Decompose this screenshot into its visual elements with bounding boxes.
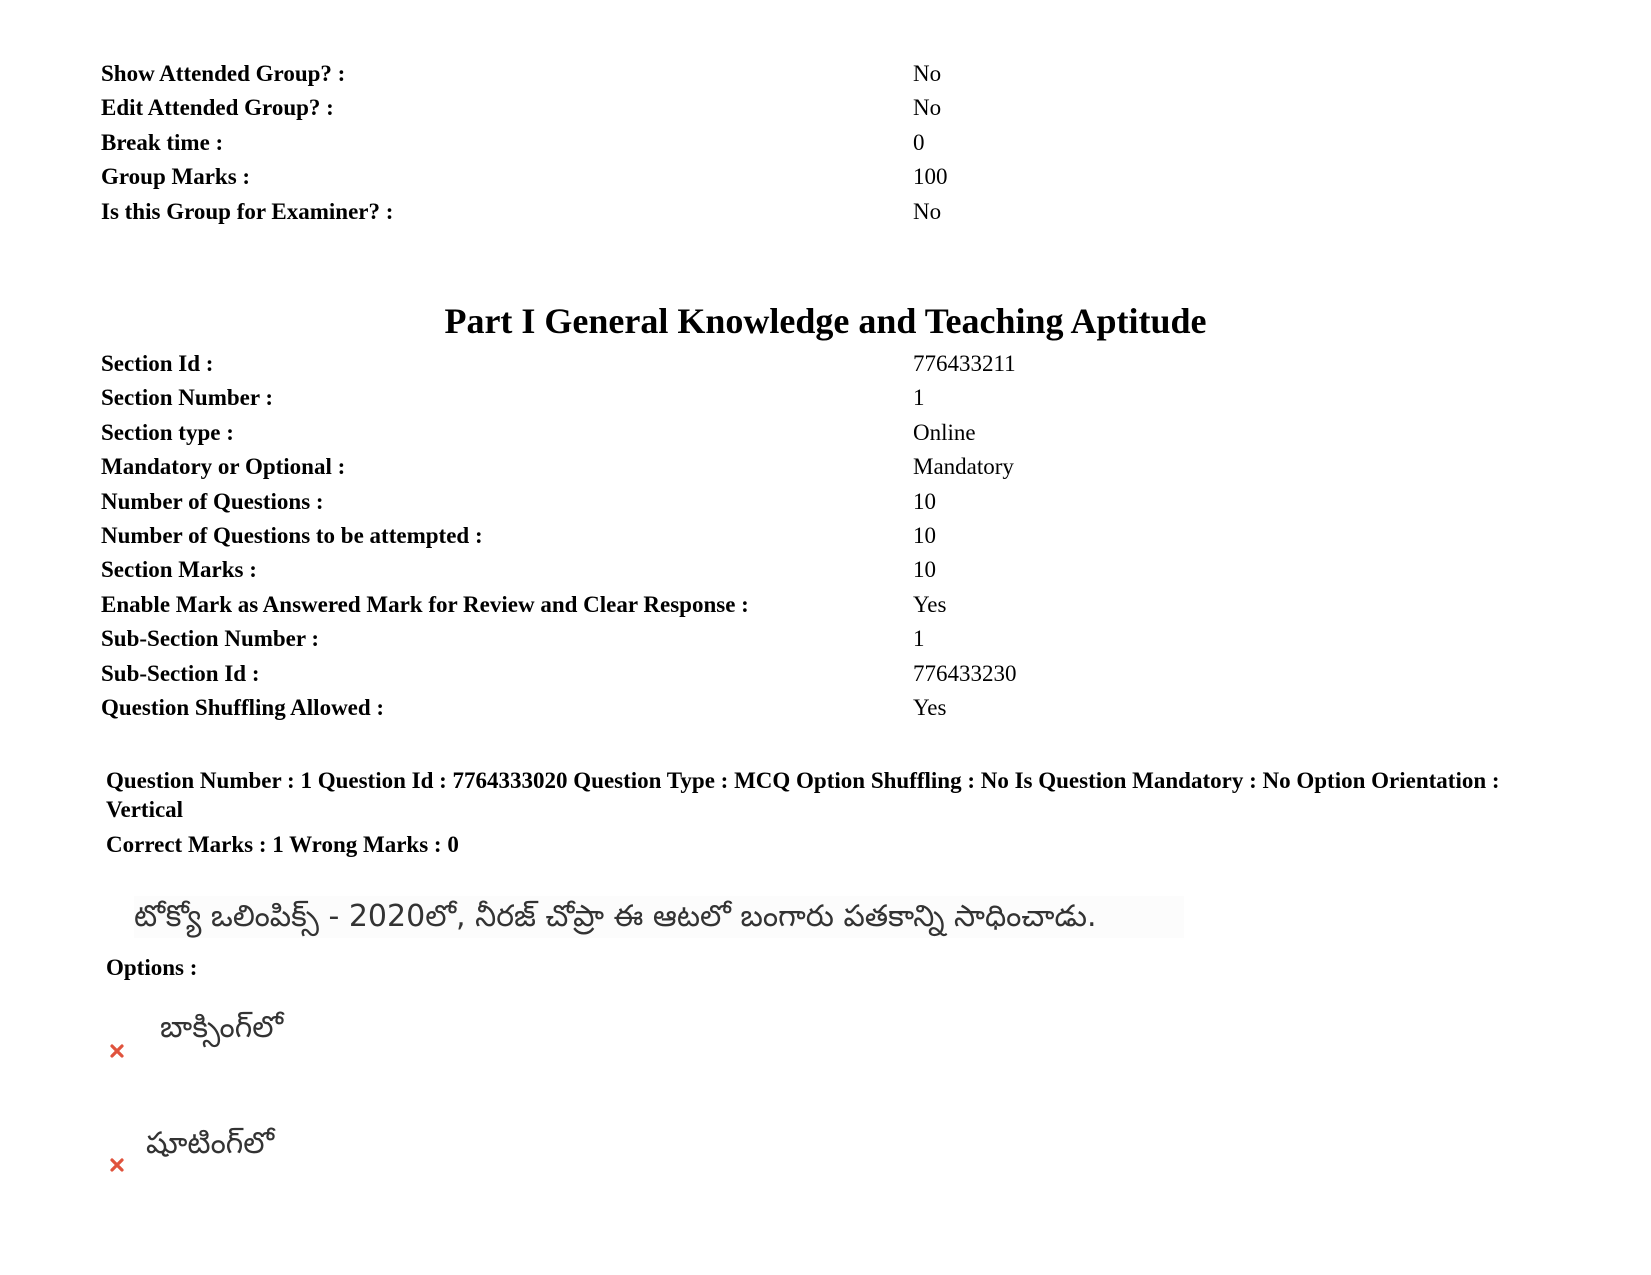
section-info-row (101, 450, 1541, 484)
field-label: Sub-Section Number : (101, 626, 320, 652)
field-label: Question Shuffling Allowed : (101, 694, 385, 720)
section-info-row (101, 691, 1541, 725)
field-value: Online (913, 419, 976, 445)
field-value: 0 (913, 129, 925, 155)
field-value: Mandatory (913, 454, 1014, 480)
field-label: Section type : (101, 419, 234, 445)
group-info-row (101, 160, 1541, 194)
section-info-row (101, 588, 1541, 622)
question-marks: Correct Marks : 1 Wrong Marks : 0 (106, 832, 459, 857)
field-value: 776433211 (913, 351, 1016, 376)
field-value: Yes (913, 591, 947, 617)
field-label: Number of Questions to be attempted : (101, 522, 483, 548)
field-value: No (913, 95, 942, 121)
section-info-row (101, 657, 1541, 691)
field-label: Show Attended Group? : (101, 61, 346, 86)
field-label: Section Number : (101, 385, 274, 411)
question-meta: Question Number : 1 Question Id : 7764333020 Question Type : MCQ Option Shuffling : No Is Question Mandatory : No Option Orientation : Vertical (106, 768, 1500, 822)
field-label: Number of Questions : (101, 488, 324, 514)
section-info-row (101, 519, 1541, 553)
group-info-table (101, 57, 1541, 229)
group-info-row (101, 57, 1541, 91)
field-label: Sub-Section Id : (101, 660, 260, 686)
field-label: Edit Attended Group? : (101, 95, 334, 121)
options-label: Options : (106, 955, 198, 980)
question-text: టోక్యో ఒలింపిక్స్ - 2020లో, నీరజ్ చోప్రా ఈ ఆటలో బంగారు పతకాన్ని సాధించాడు. (134, 896, 1184, 938)
field-value: No (913, 198, 942, 224)
field-value: 1 (913, 626, 925, 652)
section-info-row (101, 622, 1541, 656)
field-value: 100 (913, 164, 948, 190)
section-info-row (101, 416, 1541, 450)
field-value: 10 (913, 488, 936, 514)
cross-icon (109, 1043, 125, 1059)
field-label: Mandatory or Optional : (101, 454, 346, 480)
section-info-row (101, 347, 1541, 381)
field-value: Yes (913, 694, 947, 720)
field-label: Is this Group for Examiner? : (101, 198, 394, 224)
field-value: 10 (913, 557, 936, 583)
field-value: 10 (913, 522, 936, 548)
field-value: 1 (913, 385, 925, 411)
field-label: Break time : (101, 129, 224, 155)
field-label: Group Marks : (101, 164, 251, 190)
option-text: బాక్సింగ్‌లో (160, 1010, 284, 1045)
group-info-row (101, 91, 1541, 125)
field-value: No (913, 61, 942, 86)
section-title: Part I General Knowledge and Teaching Aptitude (444, 301, 1207, 341)
cross-icon (109, 1157, 125, 1173)
field-label: Enable Mark as Answered Mark for Review and Clear Response : (101, 591, 749, 617)
group-info-row (101, 195, 1541, 229)
field-label: Section Id : (101, 351, 214, 376)
option-text: షూటింగ్‌లో (146, 1126, 275, 1161)
section-info-row (101, 485, 1541, 519)
section-info-row (101, 381, 1541, 415)
section-info-table (101, 347, 1541, 725)
section-info-row (101, 553, 1541, 587)
field-value: 776433230 (913, 660, 1017, 686)
field-label: Section Marks : (101, 557, 257, 583)
group-info-row (101, 126, 1541, 160)
